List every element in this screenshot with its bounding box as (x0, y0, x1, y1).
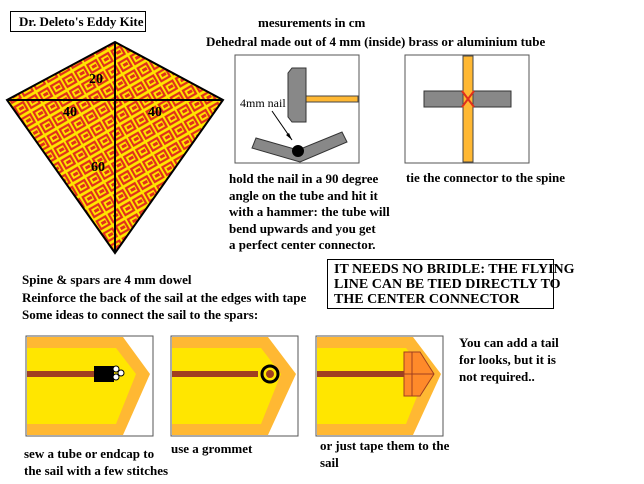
tail-note (459, 334, 559, 385)
spine-line: Reinforce the back of the sail at the edges with tape (22, 289, 307, 305)
caption-tape (320, 437, 449, 471)
bridle-line: LINE CAN BE TIED DIRECTLY TO (334, 277, 561, 292)
bridle-note (327, 259, 575, 309)
hammer-head (288, 68, 306, 122)
caption-grommet: use a grommet (171, 441, 253, 456)
spine-line: Some ideas to connect the sail to the spars: (22, 307, 259, 322)
connector-panel (405, 55, 529, 163)
title: Dr. Deleto's Eddy Kite (19, 14, 144, 29)
hold-line: angle on the tube and hit it (229, 187, 378, 203)
dihedral-note: Dehedral made out of 4 mm (inside) brass or aluminium tube (206, 34, 546, 49)
hold-line: with a hammer: the tube will (229, 204, 390, 219)
nail-head (292, 145, 304, 157)
endcap-tube (94, 366, 114, 382)
hold-line: a perfect center connector. (229, 237, 376, 252)
tail-line: You can add a tail (459, 335, 559, 350)
hold-line: hold the nail in a 90 degree (229, 171, 379, 186)
spine-line: Spine & spars are 4 mm dowel (22, 272, 192, 287)
tail-line: for looks, but it is (459, 352, 556, 367)
hammer-handle (306, 96, 358, 102)
spine-notes (22, 271, 306, 324)
caption-line: or just tape them to the (320, 438, 450, 453)
panel-tube (26, 336, 153, 436)
panel-grommet (171, 336, 298, 436)
tail-line: not required.. (459, 369, 535, 384)
caption-line: sail (320, 455, 339, 470)
caption-line: the sail with a few stitches (24, 463, 169, 478)
kite-drawing (7, 42, 223, 253)
hold-line: bend upwards and you get (229, 220, 376, 236)
nail-label: 4mm nail (240, 96, 286, 110)
bridle-line: IT NEEDS NO BRIDLE: THE FLYING (334, 262, 575, 277)
tie-caption: tie the connector to the spine (406, 170, 565, 185)
kite-label-left: 40 (63, 105, 77, 120)
caption-line: sew a tube or endcap to (24, 446, 155, 461)
kite-label-right: 40 (148, 105, 162, 120)
kite-label-bottom: 60 (91, 160, 105, 175)
bridle-line: THE CENTER CONNECTOR (334, 292, 520, 307)
units-note: mesurements in cm (258, 15, 366, 30)
kite-label-top: 20 (89, 72, 103, 87)
connector-spine (463, 56, 473, 162)
hold-instructions (229, 171, 390, 254)
caption-tube (24, 445, 168, 479)
panel-tape (316, 336, 443, 436)
